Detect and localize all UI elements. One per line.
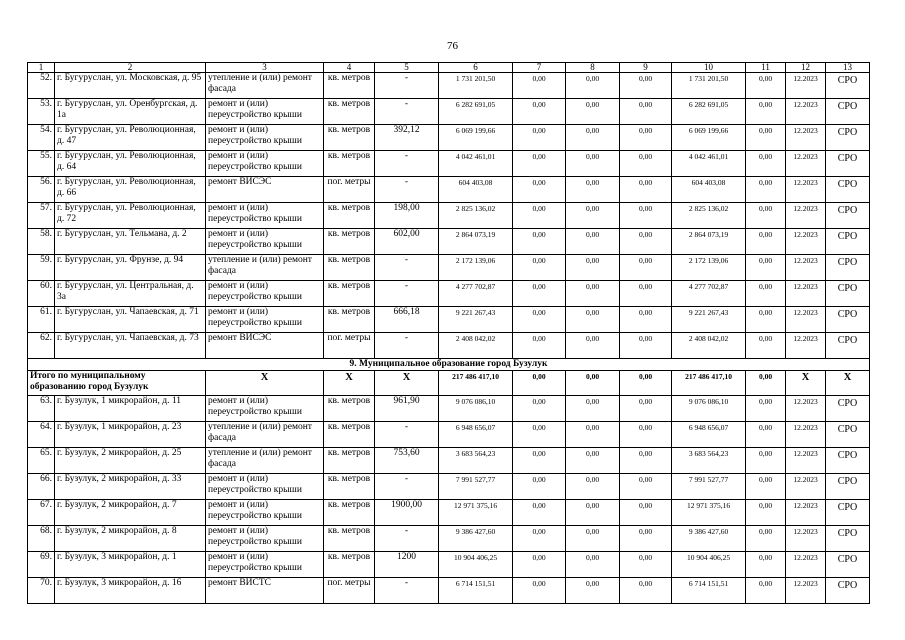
cost-cell: 0,00 (620, 333, 672, 359)
table-row (28, 151, 870, 177)
cost-cell: 0,00 (566, 448, 620, 474)
cost-cell: 0,00 (620, 474, 672, 500)
address-cell: г. Бугуруслан, ул. Революционная, д. 64 (55, 151, 206, 177)
total-value-cell: 0,00 (620, 371, 672, 396)
work-type-cell: ремонт и (или) переустройство крыши (206, 526, 324, 552)
area-cell: 198,00 (375, 203, 439, 229)
work-type-cell: ремонт и (или) переустройство крыши (206, 474, 324, 500)
row-number-cell: 54. (28, 125, 55, 151)
row-number-cell: 52. (28, 73, 55, 99)
cost-cell: 7 991 527,77 (672, 474, 746, 500)
table-row (28, 229, 870, 255)
table-row (28, 255, 870, 281)
area-cell: - (375, 281, 439, 307)
work-type-cell: ремонт и (или) переустройство крыши (206, 203, 324, 229)
row-number-cell: 64. (28, 422, 55, 448)
address-cell: г. Бузулук, 1 микрорайон, д. 23 (55, 422, 206, 448)
table-row (28, 448, 870, 474)
method-cell: СРО (826, 396, 870, 422)
cost-cell: 0,00 (746, 73, 786, 99)
work-type-cell: ремонт и (или) переустройство крыши (206, 307, 324, 333)
unit-cell: кв. метров (324, 255, 375, 281)
page-number: 76 (447, 40, 458, 52)
cost-cell: 0,00 (746, 229, 786, 255)
address-cell: г. Бугуруслан, ул. Революционная, д. 72 (55, 203, 206, 229)
area-cell: - (375, 73, 439, 99)
cost-cell: 0,00 (566, 396, 620, 422)
row-number-cell: 53. (28, 99, 55, 125)
deadline-cell: 12.2023 (786, 307, 826, 333)
deadline-cell: 12.2023 (786, 526, 826, 552)
row-number-cell: 61. (28, 307, 55, 333)
deadline-cell: 12.2023 (786, 474, 826, 500)
unit-cell: кв. метров (324, 99, 375, 125)
address-cell: г. Бугуруслан, ул. Чапаевская, д. 71 (55, 307, 206, 333)
cost-cell: 0,00 (566, 125, 620, 151)
row-number-cell: 60. (28, 281, 55, 307)
cost-cell: 0,00 (566, 229, 620, 255)
total-cost-cell: 12 971 375,16 (439, 500, 513, 526)
table-row (28, 333, 870, 359)
column-number-cell: 8 (566, 63, 620, 73)
work-type-cell: ремонт и (или) переустройство крыши (206, 229, 324, 255)
cost-cell: 0,00 (620, 448, 672, 474)
deadline-cell: 12.2023 (786, 281, 826, 307)
cost-cell: 0,00 (620, 526, 672, 552)
cost-cell: 9 076 086,10 (672, 396, 746, 422)
cost-cell: 0,00 (566, 255, 620, 281)
cost-cell: 0,00 (513, 500, 566, 526)
method-cell: СРО (826, 448, 870, 474)
row-number-cell: 66. (28, 474, 55, 500)
unit-cell: пог. метры (324, 333, 375, 359)
work-type-cell: ремонт и (или) переустройство крыши (206, 125, 324, 151)
table-row (28, 500, 870, 526)
cost-cell: 0,00 (746, 307, 786, 333)
cost-cell: 0,00 (513, 125, 566, 151)
work-type-cell: ремонт ВИСТС (206, 578, 324, 604)
cost-cell: 10 904 406,25 (672, 552, 746, 578)
column-number-cell: 9 (620, 63, 672, 73)
cost-cell: 6 282 691,05 (672, 99, 746, 125)
row-number-cell: 59. (28, 255, 55, 281)
unit-cell: кв. метров (324, 73, 375, 99)
total-value-cell: 0,00 (566, 371, 620, 396)
total-cost-cell: 9 221 267,43 (439, 307, 513, 333)
address-cell: г. Бузулук, 1 микрорайон, д. 11 (55, 396, 206, 422)
address-cell: г. Бугуруслан, ул. Оренбургская, д. 1а (55, 99, 206, 125)
cost-cell: 0,00 (566, 474, 620, 500)
cost-cell: 0,00 (566, 203, 620, 229)
total-value-cell: X (375, 371, 439, 396)
cost-cell: 0,00 (620, 500, 672, 526)
cost-cell: 0,00 (566, 578, 620, 604)
total-cost-cell: 604 403,08 (439, 177, 513, 203)
method-cell: СРО (826, 526, 870, 552)
total-cost-cell: 6 282 691,05 (439, 99, 513, 125)
cost-cell: 0,00 (746, 500, 786, 526)
method-cell: СРО (826, 151, 870, 177)
cost-cell: 2 408 042,02 (672, 333, 746, 359)
cost-cell: 12 971 375,16 (672, 500, 746, 526)
total-cost-cell: 10 904 406,25 (439, 552, 513, 578)
work-type-cell: ремонт и (или) переустройство крыши (206, 151, 324, 177)
total-value-cell: X (826, 371, 870, 396)
area-cell: 602,00 (375, 229, 439, 255)
cost-cell: 0,00 (620, 73, 672, 99)
column-number-cell: 2 (55, 63, 206, 73)
cost-cell: 0,00 (513, 203, 566, 229)
cost-cell: 0,00 (746, 448, 786, 474)
cost-cell: 1 731 201,50 (672, 73, 746, 99)
area-cell: 392,12 (375, 125, 439, 151)
deadline-cell: 12.2023 (786, 255, 826, 281)
address-cell: г. Бугуруслан, ул. Тельмана, д. 2 (55, 229, 206, 255)
deadline-cell: 12.2023 (786, 396, 826, 422)
total-cost-cell: 3 683 564,23 (439, 448, 513, 474)
section-row (28, 359, 870, 371)
cost-cell: 0,00 (620, 99, 672, 125)
cost-cell: 0,00 (513, 229, 566, 255)
cost-cell: 0,00 (746, 281, 786, 307)
address-cell: г. Бугуруслан, ул. Фрунзе, д. 94 (55, 255, 206, 281)
work-type-cell: утепление и (или) ремонт фасада (206, 255, 324, 281)
deadline-cell: 12.2023 (786, 125, 826, 151)
cost-cell: 0,00 (746, 474, 786, 500)
address-cell: г. Бузулук, 3 микрорайон, д. 1 (55, 552, 206, 578)
cost-cell: 0,00 (513, 448, 566, 474)
deadline-cell: 12.2023 (786, 229, 826, 255)
table-row (28, 177, 870, 203)
area-cell: - (375, 526, 439, 552)
cost-cell: 0,00 (513, 281, 566, 307)
cost-cell: 0,00 (620, 151, 672, 177)
cost-cell: 0,00 (513, 99, 566, 125)
cost-cell: 0,00 (513, 396, 566, 422)
cost-cell: 4 042 461,01 (672, 151, 746, 177)
deadline-cell: 12.2023 (786, 552, 826, 578)
cost-cell: 0,00 (620, 396, 672, 422)
cost-cell: 2 172 139,06 (672, 255, 746, 281)
deadline-cell: 12.2023 (786, 422, 826, 448)
total-value-cell: X (206, 371, 324, 396)
column-number-cell: 3 (206, 63, 324, 73)
unit-cell: кв. метров (324, 281, 375, 307)
area-cell: 753,60 (375, 448, 439, 474)
area-cell: - (375, 151, 439, 177)
row-number-cell: 62. (28, 333, 55, 359)
cost-cell: 0,00 (620, 203, 672, 229)
cost-cell: 0,00 (746, 422, 786, 448)
table-row (28, 281, 870, 307)
unit-cell: кв. метров (324, 125, 375, 151)
table-row (28, 73, 870, 99)
cost-cell: 0,00 (513, 578, 566, 604)
work-type-cell: ремонт и (или) переустройство крыши (206, 396, 324, 422)
cost-cell: 0,00 (746, 151, 786, 177)
cost-cell: 0,00 (513, 73, 566, 99)
table-row (28, 422, 870, 448)
address-cell: г. Бузулук, 2 микрорайон, д. 7 (55, 500, 206, 526)
cost-cell: 0,00 (513, 333, 566, 359)
cost-cell: 0,00 (620, 177, 672, 203)
cost-cell: 9 221 267,43 (672, 307, 746, 333)
row-number-cell: 70. (28, 578, 55, 604)
method-cell: СРО (826, 422, 870, 448)
cost-cell: 0,00 (566, 177, 620, 203)
table-row (28, 578, 870, 604)
cost-cell: 6 069 199,66 (672, 125, 746, 151)
cost-cell: 0,00 (566, 307, 620, 333)
cost-cell: 0,00 (513, 307, 566, 333)
cost-cell: 0,00 (620, 552, 672, 578)
area-cell: - (375, 333, 439, 359)
total-cost-cell: 4 042 461,01 (439, 151, 513, 177)
cost-cell: 0,00 (746, 396, 786, 422)
cost-cell: 0,00 (620, 255, 672, 281)
method-cell: СРО (826, 177, 870, 203)
work-type-cell: ремонт и (или) переустройство крыши (206, 552, 324, 578)
unit-cell: кв. метров (324, 151, 375, 177)
column-number-cell: 4 (324, 63, 375, 73)
area-cell: 961,90 (375, 396, 439, 422)
total-cost-cell: 4 277 702,87 (439, 281, 513, 307)
unit-cell: пог. метры (324, 177, 375, 203)
deadline-cell: 12.2023 (786, 578, 826, 604)
row-number-cell: 56. (28, 177, 55, 203)
method-cell: СРО (826, 99, 870, 125)
method-cell: СРО (826, 281, 870, 307)
cost-cell: 0,00 (746, 125, 786, 151)
total-cost-cell: 6 714 151,51 (439, 578, 513, 604)
method-cell: СРО (826, 552, 870, 578)
unit-cell: кв. метров (324, 307, 375, 333)
column-number-cell: 11 (746, 63, 786, 73)
area-cell: - (375, 578, 439, 604)
cost-cell: 0,00 (620, 281, 672, 307)
deadline-cell: 12.2023 (786, 151, 826, 177)
area-cell: - (375, 255, 439, 281)
table-row (28, 474, 870, 500)
method-cell: СРО (826, 255, 870, 281)
unit-cell: кв. метров (324, 526, 375, 552)
row-number-cell: 57. (28, 203, 55, 229)
table-row (28, 552, 870, 578)
cost-cell: 0,00 (620, 422, 672, 448)
cost-cell: 4 277 702,87 (672, 281, 746, 307)
row-number-cell: 65. (28, 448, 55, 474)
address-cell: г. Бугуруслан, ул. Революционная, д. 66 (55, 177, 206, 203)
cost-cell: 0,00 (566, 99, 620, 125)
column-number-cell: 10 (672, 63, 746, 73)
deadline-cell: 12.2023 (786, 333, 826, 359)
cost-cell: 0,00 (746, 177, 786, 203)
cost-cell: 3 683 564,23 (672, 448, 746, 474)
cost-cell: 604 403,08 (672, 177, 746, 203)
method-cell: СРО (826, 500, 870, 526)
unit-cell: пог. метры (324, 578, 375, 604)
total-cost-cell: 7 991 527,77 (439, 474, 513, 500)
cost-cell: 0,00 (746, 526, 786, 552)
work-type-cell: ремонт и (или) переустройство крыши (206, 281, 324, 307)
deadline-cell: 12.2023 (786, 500, 826, 526)
cost-cell: 0,00 (746, 552, 786, 578)
area-cell: 1200 (375, 552, 439, 578)
method-cell: СРО (826, 203, 870, 229)
address-cell: г. Бугуруслан, ул. Революционная, д. 47 (55, 125, 206, 151)
cost-cell: 0,00 (620, 125, 672, 151)
cost-cell: 0,00 (566, 151, 620, 177)
cost-cell: 0,00 (513, 255, 566, 281)
total-label: Итого по муниципальному образованию город Бузулук (28, 371, 206, 396)
total-value-cell: 0,00 (513, 371, 566, 396)
column-number-cell: 1 (28, 63, 55, 73)
cost-cell: 0,00 (746, 578, 786, 604)
total-cost-cell: 2 864 073,19 (439, 229, 513, 255)
total-cost-cell: 9 076 086,10 (439, 396, 513, 422)
method-cell: СРО (826, 578, 870, 604)
cost-cell: 9 386 427,60 (672, 526, 746, 552)
cost-cell: 0,00 (513, 151, 566, 177)
total-value-cell: X (786, 371, 826, 396)
cost-cell: 2 864 073,19 (672, 229, 746, 255)
cost-cell: 0,00 (566, 500, 620, 526)
method-cell: СРО (826, 333, 870, 359)
deadline-cell: 12.2023 (786, 448, 826, 474)
total-value-cell: X (324, 371, 375, 396)
cost-cell: 0,00 (566, 422, 620, 448)
address-cell: г. Бузулук, 2 микрорайон, д. 33 (55, 474, 206, 500)
work-type-cell: утепление и (или) ремонт фасада (206, 448, 324, 474)
table-row (28, 526, 870, 552)
cost-cell: 0,00 (513, 526, 566, 552)
area-cell: - (375, 177, 439, 203)
cost-cell: 0,00 (746, 255, 786, 281)
total-cost-cell: 6 948 656,07 (439, 422, 513, 448)
table-row (28, 203, 870, 229)
deadline-cell: 12.2023 (786, 73, 826, 99)
work-type-cell: ремонт и (или) переустройство крыши (206, 99, 324, 125)
cost-cell: 0,00 (566, 526, 620, 552)
total-value-cell: 217 486 417,10 (672, 371, 746, 396)
area-cell: 666,18 (375, 307, 439, 333)
cost-cell: 0,00 (746, 333, 786, 359)
column-number-cell: 5 (375, 63, 439, 73)
cost-cell: 0,00 (513, 422, 566, 448)
total-cost-cell: 2 408 042,02 (439, 333, 513, 359)
table-row (28, 396, 870, 422)
row-number-cell: 55. (28, 151, 55, 177)
cost-cell: 0,00 (566, 552, 620, 578)
cost-cell: 0,00 (620, 578, 672, 604)
column-number-cell: 12 (786, 63, 826, 73)
row-number-cell: 63. (28, 396, 55, 422)
unit-cell: кв. метров (324, 500, 375, 526)
total-value-cell: 217 486 417,10 (439, 371, 513, 396)
cost-cell: 0,00 (620, 229, 672, 255)
work-type-cell: ремонт ВИСЭС (206, 333, 324, 359)
work-type-cell: ремонт и (или) переустройство крыши (206, 500, 324, 526)
cost-cell: 0,00 (746, 203, 786, 229)
column-number-cell: 7 (513, 63, 566, 73)
cost-cell: 0,00 (513, 177, 566, 203)
total-cost-cell: 2 825 136,02 (439, 203, 513, 229)
cost-cell: 0,00 (566, 333, 620, 359)
method-cell: СРО (826, 307, 870, 333)
row-number-cell: 67. (28, 500, 55, 526)
column-number-row (28, 63, 870, 73)
total-cost-cell: 6 069 199,66 (439, 125, 513, 151)
cost-cell: 0,00 (513, 474, 566, 500)
table-row (28, 125, 870, 151)
method-cell: СРО (826, 229, 870, 255)
total-cost-cell: 2 172 139,06 (439, 255, 513, 281)
unit-cell: кв. метров (324, 229, 375, 255)
address-cell: г. Бугуруслан, ул. Центральная, д. 3а (55, 281, 206, 307)
area-cell: 1900,00 (375, 500, 439, 526)
row-number-cell: 69. (28, 552, 55, 578)
area-cell: - (375, 99, 439, 125)
row-number-cell: 58. (28, 229, 55, 255)
work-type-cell: утепление и (или) ремонт фасада (206, 73, 324, 99)
work-type-cell: ремонт ВИСЭС (206, 177, 324, 203)
total-row (28, 371, 870, 396)
deadline-cell: 12.2023 (786, 177, 826, 203)
total-cost-cell: 9 386 427,60 (439, 526, 513, 552)
unit-cell: кв. метров (324, 422, 375, 448)
address-cell: г. Бузулук, 3 микрорайон, д. 16 (55, 578, 206, 604)
repair-plan-table (27, 62, 870, 604)
method-cell: СРО (826, 73, 870, 99)
cost-cell: 0,00 (566, 73, 620, 99)
unit-cell: кв. метров (324, 203, 375, 229)
cost-cell: 2 825 136,02 (672, 203, 746, 229)
cost-cell: 0,00 (746, 99, 786, 125)
table-row (28, 99, 870, 125)
cost-cell: 0,00 (513, 552, 566, 578)
table-row (28, 307, 870, 333)
column-number-cell: 13 (826, 63, 870, 73)
address-cell: г. Бузулук, 2 микрорайон, д. 8 (55, 526, 206, 552)
total-cost-cell: 1 731 201,50 (439, 73, 513, 99)
cost-cell: 0,00 (620, 307, 672, 333)
method-cell: СРО (826, 125, 870, 151)
deadline-cell: 12.2023 (786, 99, 826, 125)
row-number-cell: 68. (28, 526, 55, 552)
column-number-cell: 6 (439, 63, 513, 73)
address-cell: г. Бузулук, 2 микрорайон, д. 25 (55, 448, 206, 474)
area-cell: - (375, 474, 439, 500)
cost-cell: 6 714 151,51 (672, 578, 746, 604)
deadline-cell: 12.2023 (786, 203, 826, 229)
unit-cell: кв. метров (324, 552, 375, 578)
unit-cell: кв. метров (324, 448, 375, 474)
method-cell: СРО (826, 474, 870, 500)
area-cell: - (375, 422, 439, 448)
section-title: 9. Муниципальное образование город Бузулук (28, 359, 870, 371)
cost-cell: 6 948 656,07 (672, 422, 746, 448)
total-value-cell: 0,00 (746, 371, 786, 396)
cost-cell: 0,00 (566, 281, 620, 307)
work-type-cell: утепление и (или) ремонт фасада (206, 422, 324, 448)
address-cell: г. Бугуруслан, ул. Чапаевская, д. 73 (55, 333, 206, 359)
address-cell: г. Бугуруслан, ул. Московская, д. 95 (55, 73, 206, 99)
unit-cell: кв. метров (324, 474, 375, 500)
unit-cell: кв. метров (324, 396, 375, 422)
